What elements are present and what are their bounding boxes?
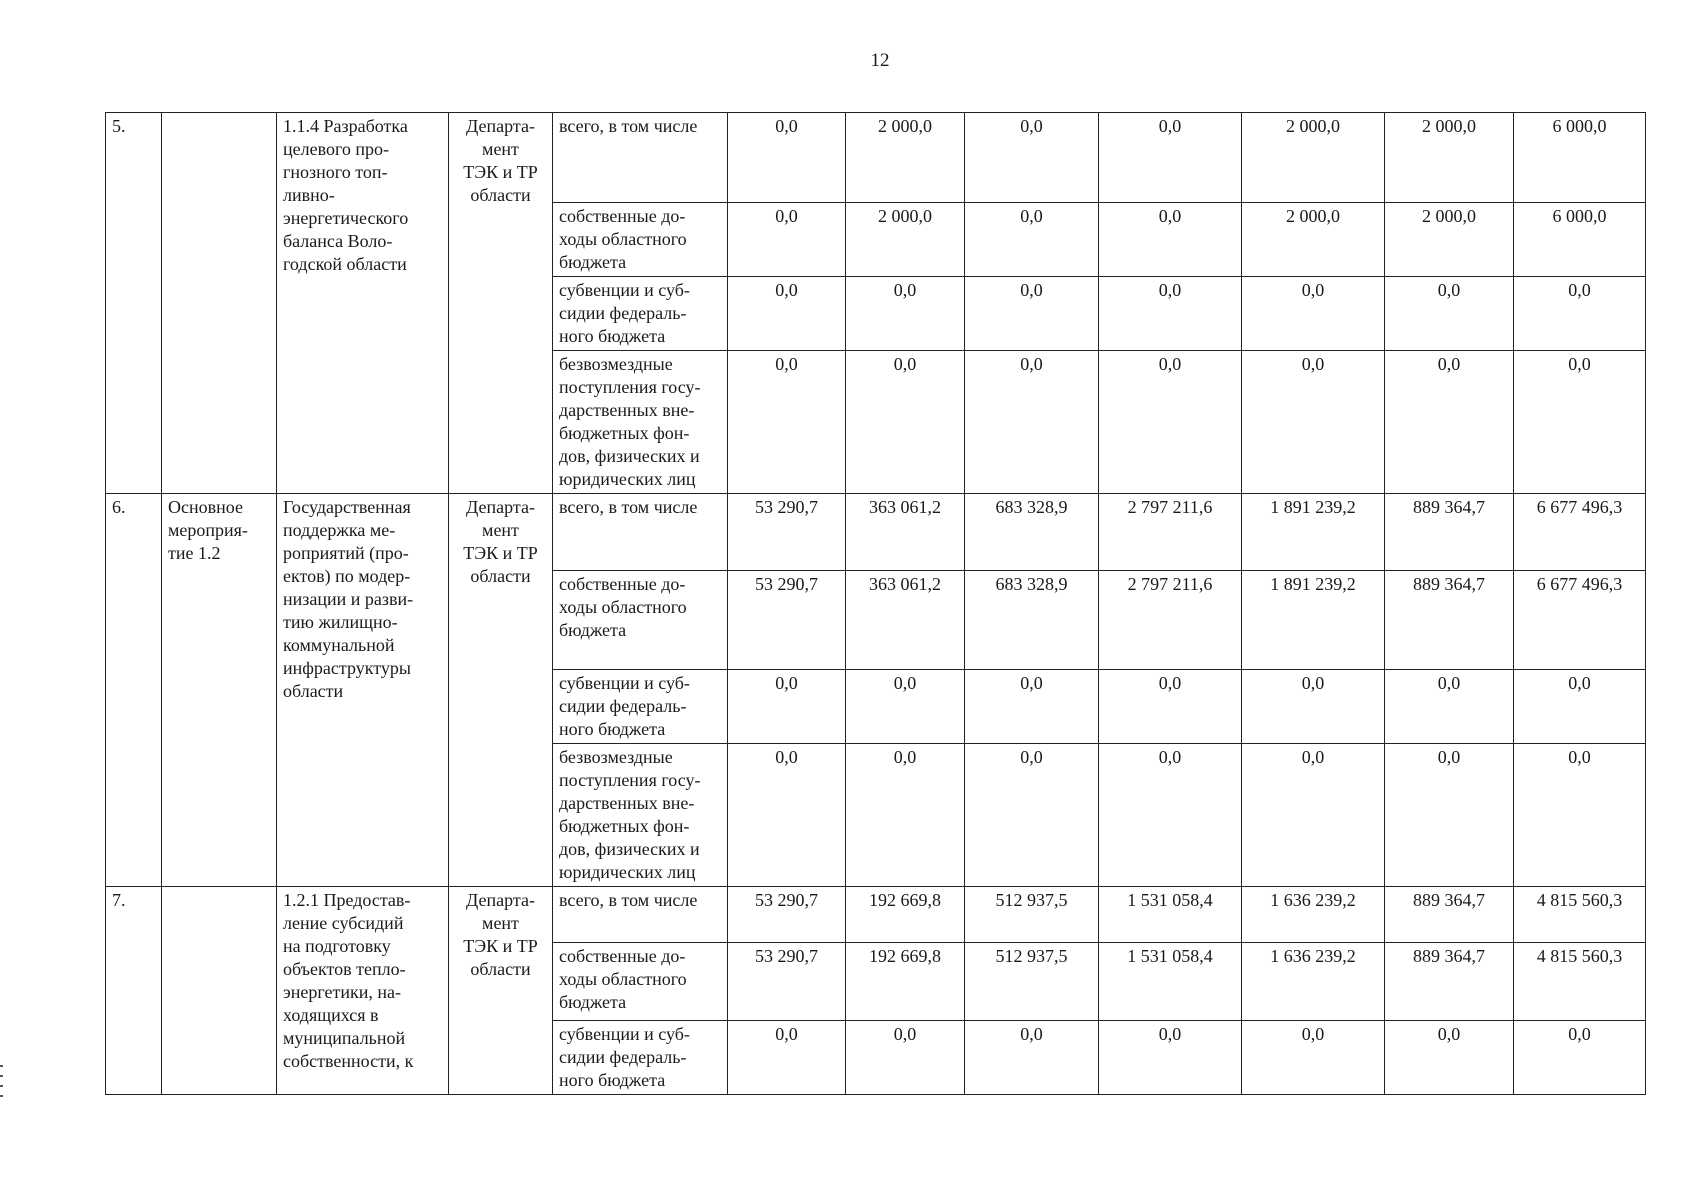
measure-name	[277, 494, 449, 887]
funding-value: 0,0	[1242, 351, 1385, 494]
funding-source-line: сидии федераль-	[559, 303, 687, 323]
funding-source	[553, 1021, 728, 1095]
funding-value: 0,0	[1385, 744, 1514, 887]
funding-value: 1 636 239,2	[1242, 887, 1385, 943]
measure-name	[277, 113, 449, 494]
funding-value: 363 061,2	[846, 494, 965, 571]
funding-value: 0,0	[1099, 744, 1242, 887]
responsible-department-line: ТЭК и ТР	[463, 162, 538, 182]
funding-source-line: сидии федераль-	[559, 1047, 687, 1067]
funding-source-line: ходы областного	[559, 229, 687, 249]
funding-source-line: всего, в том числе	[559, 116, 698, 136]
funding-value: 2 000,0	[1385, 113, 1514, 203]
funding-value: 6 000,0	[1514, 113, 1646, 203]
measure-type-line: Основное	[168, 497, 243, 517]
funding-value: 0,0	[728, 351, 846, 494]
measure-name-line: муниципальной	[283, 1028, 406, 1048]
funding-value: 0,0	[1099, 351, 1242, 494]
funding-value: 1 636 239,2	[1242, 943, 1385, 1021]
funding-value: 0,0	[1099, 1021, 1242, 1095]
funding-value: 2 000,0	[1242, 113, 1385, 203]
funding-value: 0,0	[728, 113, 846, 203]
funding-value: 53 290,7	[728, 571, 846, 670]
edge-mark	[0, 1075, 3, 1077]
funding-value: 2 000,0	[846, 203, 965, 277]
funding-value: 0,0	[728, 1021, 846, 1095]
funding-source-line: юридических лиц	[559, 862, 696, 882]
responsible-department	[449, 887, 553, 1095]
funding-value: 0,0	[965, 277, 1099, 351]
measure-name-line: годской области	[283, 254, 407, 274]
funding-value: 53 290,7	[728, 943, 846, 1021]
funding-value: 1 891 239,2	[1242, 494, 1385, 571]
funding-value: 4 815 560,3	[1514, 943, 1646, 1021]
table-row	[106, 887, 1646, 943]
funding-source	[553, 571, 728, 670]
responsible-department-line: области	[470, 959, 531, 979]
funding-value: 192 669,8	[846, 887, 965, 943]
funding-source	[553, 670, 728, 744]
funding-value: 2 000,0	[1242, 203, 1385, 277]
funding-source-line: субвенции и суб-	[559, 280, 690, 300]
funding-source-line: бюджета	[559, 252, 627, 272]
responsible-department-line: мент	[482, 913, 519, 933]
row-number: 7.	[106, 887, 162, 1095]
measure-name-line: энергетического	[283, 208, 409, 228]
funding-value: 0,0	[1099, 277, 1242, 351]
measure-name-line: ектов) по модер-	[283, 566, 411, 586]
funding-value: 0,0	[1099, 113, 1242, 203]
funding-value: 512 937,5	[965, 887, 1099, 943]
funding-source-line: ного бюджета	[559, 719, 666, 739]
funding-value: 0,0	[1242, 277, 1385, 351]
measure-name-line: тию жилищно-	[283, 612, 398, 632]
measure-name-line: ление субсидий	[283, 913, 404, 933]
page-number: 12	[870, 50, 890, 71]
measure-name-line: энергетики, на-	[283, 982, 401, 1002]
measure-name-line: баланса Воло-	[283, 231, 393, 251]
funding-value: 1 531 058,4	[1099, 943, 1242, 1021]
funding-source-line: ходы областного	[559, 597, 687, 617]
table-row	[106, 113, 1646, 203]
funding-value: 2 797 211,6	[1099, 494, 1242, 571]
funding-value: 0,0	[1242, 744, 1385, 887]
funding-source-line: собственные до-	[559, 206, 686, 226]
funding-value: 889 364,7	[1385, 943, 1514, 1021]
funding-value: 4 815 560,3	[1514, 887, 1646, 943]
responsible-department	[449, 494, 553, 887]
responsible-department-line: мент	[482, 139, 519, 159]
funding-value: 0,0	[846, 1021, 965, 1095]
funding-value: 0,0	[1242, 1021, 1385, 1095]
measure-type	[162, 887, 277, 1095]
funding-value: 889 364,7	[1385, 887, 1514, 943]
funding-source	[553, 943, 728, 1021]
funding-value: 0,0	[728, 744, 846, 887]
budget-table	[105, 112, 1646, 1095]
measure-name-line: поддержка ме-	[283, 520, 396, 540]
funding-source-line: ходы областного	[559, 969, 687, 989]
funding-source-line: бюджета	[559, 620, 627, 640]
funding-value: 0,0	[1385, 1021, 1514, 1095]
funding-value: 6 677 496,3	[1514, 571, 1646, 670]
measure-type-line: мероприя-	[168, 520, 248, 540]
funding-value: 363 061,2	[846, 571, 965, 670]
funding-value: 53 290,7	[728, 494, 846, 571]
funding-value: 0,0	[965, 744, 1099, 887]
funding-source-line: дов, физических и	[559, 839, 700, 859]
funding-value: 889 364,7	[1385, 571, 1514, 670]
funding-value: 0,0	[728, 277, 846, 351]
measure-name-line: инфраструктуры	[283, 658, 411, 678]
responsible-department	[449, 113, 553, 494]
responsible-department-line: Департа-	[466, 497, 535, 517]
measure-name-line: гнозного топ-	[283, 162, 388, 182]
row-number: 6.	[106, 494, 162, 887]
measure-name-line: ливно-	[283, 185, 335, 205]
measure-name-line: коммунальной	[283, 635, 395, 655]
funding-value: 2 000,0	[1385, 203, 1514, 277]
funding-source-line: дарственных вне-	[559, 793, 695, 813]
funding-value: 0,0	[965, 113, 1099, 203]
funding-value: 0,0	[965, 670, 1099, 744]
edge-mark	[0, 1095, 3, 1097]
measure-name-line: 1.2.1 Предостав-	[283, 890, 411, 910]
funding-source-line: безвозмездные	[559, 354, 673, 374]
responsible-department-line: ТЭК и ТР	[463, 543, 538, 563]
table-row	[106, 494, 1646, 571]
funding-value: 0,0	[965, 203, 1099, 277]
funding-source-line: ного бюджета	[559, 326, 666, 346]
funding-source-line: сидии федераль-	[559, 696, 687, 716]
row-number: 5.	[106, 113, 162, 494]
funding-source	[553, 351, 728, 494]
funding-source	[553, 277, 728, 351]
funding-value: 1 531 058,4	[1099, 887, 1242, 943]
funding-source-line: безвозмездные	[559, 747, 673, 767]
funding-value: 0,0	[1514, 351, 1646, 494]
measure-type	[162, 494, 277, 887]
funding-value: 2 000,0	[846, 113, 965, 203]
funding-value: 0,0	[1514, 1021, 1646, 1095]
edge-mark	[0, 1065, 3, 1067]
funding-value: 53 290,7	[728, 887, 846, 943]
responsible-department-line: Департа-	[466, 890, 535, 910]
funding-value: 0,0	[1514, 277, 1646, 351]
responsible-department-line: области	[470, 185, 531, 205]
measure-name-line: собственности, к	[283, 1051, 414, 1071]
edge-mark	[0, 1085, 3, 1087]
funding-value: 0,0	[1099, 670, 1242, 744]
funding-value: 683 328,9	[965, 494, 1099, 571]
funding-value: 0,0	[965, 351, 1099, 494]
measure-name-line: роприятий (про-	[283, 543, 409, 563]
funding-source-line: дарственных вне-	[559, 400, 695, 420]
funding-value: 0,0	[846, 744, 965, 887]
funding-value: 0,0	[1385, 351, 1514, 494]
funding-value: 0,0	[965, 1021, 1099, 1095]
responsible-department-line: Департа-	[466, 116, 535, 136]
funding-source-line: субвенции и суб-	[559, 673, 690, 693]
funding-source	[553, 494, 728, 571]
measure-name-line: целевого про-	[283, 139, 390, 159]
funding-source	[553, 203, 728, 277]
measure-name-line: Государственная	[283, 497, 411, 517]
measure-name-line: низации и разви-	[283, 589, 414, 609]
responsible-department-line: мент	[482, 520, 519, 540]
funding-value: 0,0	[1514, 744, 1646, 887]
measure-type-line: тие 1.2	[168, 543, 221, 563]
funding-value: 0,0	[846, 670, 965, 744]
funding-value: 1 891 239,2	[1242, 571, 1385, 670]
funding-source-line: поступления госу-	[559, 770, 701, 790]
funding-source-line: бюджета	[559, 992, 627, 1012]
funding-source-line: поступления госу-	[559, 377, 701, 397]
measure-name-line: на подготовку	[283, 936, 391, 956]
funding-source-line: бюджетных фон-	[559, 423, 690, 443]
funding-source-line: ного бюджета	[559, 1070, 666, 1090]
funding-value: 889 364,7	[1385, 494, 1514, 571]
measure-name	[277, 887, 449, 1095]
funding-source-line: бюджетных фон-	[559, 816, 690, 836]
funding-source	[553, 887, 728, 943]
funding-value: 0,0	[1099, 203, 1242, 277]
measure-name-line: ходящихся в	[283, 1005, 379, 1025]
funding-value: 2 797 211,6	[1099, 571, 1242, 670]
funding-value: 0,0	[846, 351, 965, 494]
funding-value: 0,0	[728, 203, 846, 277]
funding-value: 0,0	[1242, 670, 1385, 744]
funding-value: 6 677 496,3	[1514, 494, 1646, 571]
funding-source-line: всего, в том числе	[559, 890, 698, 910]
funding-value: 0,0	[728, 670, 846, 744]
funding-value: 0,0	[846, 277, 965, 351]
measure-name-line: объектов тепло-	[283, 959, 406, 979]
funding-value: 192 669,8	[846, 943, 965, 1021]
funding-source-line: собственные до-	[559, 946, 686, 966]
measure-type	[162, 113, 277, 494]
funding-source-line: дов, физических и	[559, 446, 700, 466]
funding-value: 6 000,0	[1514, 203, 1646, 277]
funding-source	[553, 113, 728, 203]
funding-value: 683 328,9	[965, 571, 1099, 670]
responsible-department-line: ТЭК и ТР	[463, 936, 538, 956]
responsible-department-line: области	[470, 566, 531, 586]
funding-source-line: всего, в том числе	[559, 497, 698, 517]
measure-name-line: области	[283, 681, 344, 701]
funding-source-line: субвенции и суб-	[559, 1024, 690, 1044]
funding-source	[553, 744, 728, 887]
funding-value: 0,0	[1385, 670, 1514, 744]
funding-source-line: собственные до-	[559, 574, 686, 594]
funding-value: 0,0	[1514, 670, 1646, 744]
funding-value: 512 937,5	[965, 943, 1099, 1021]
funding-source-line: юридических лиц	[559, 469, 696, 489]
measure-name-line: 1.1.4 Разработка	[283, 116, 408, 136]
funding-value: 0,0	[1385, 277, 1514, 351]
